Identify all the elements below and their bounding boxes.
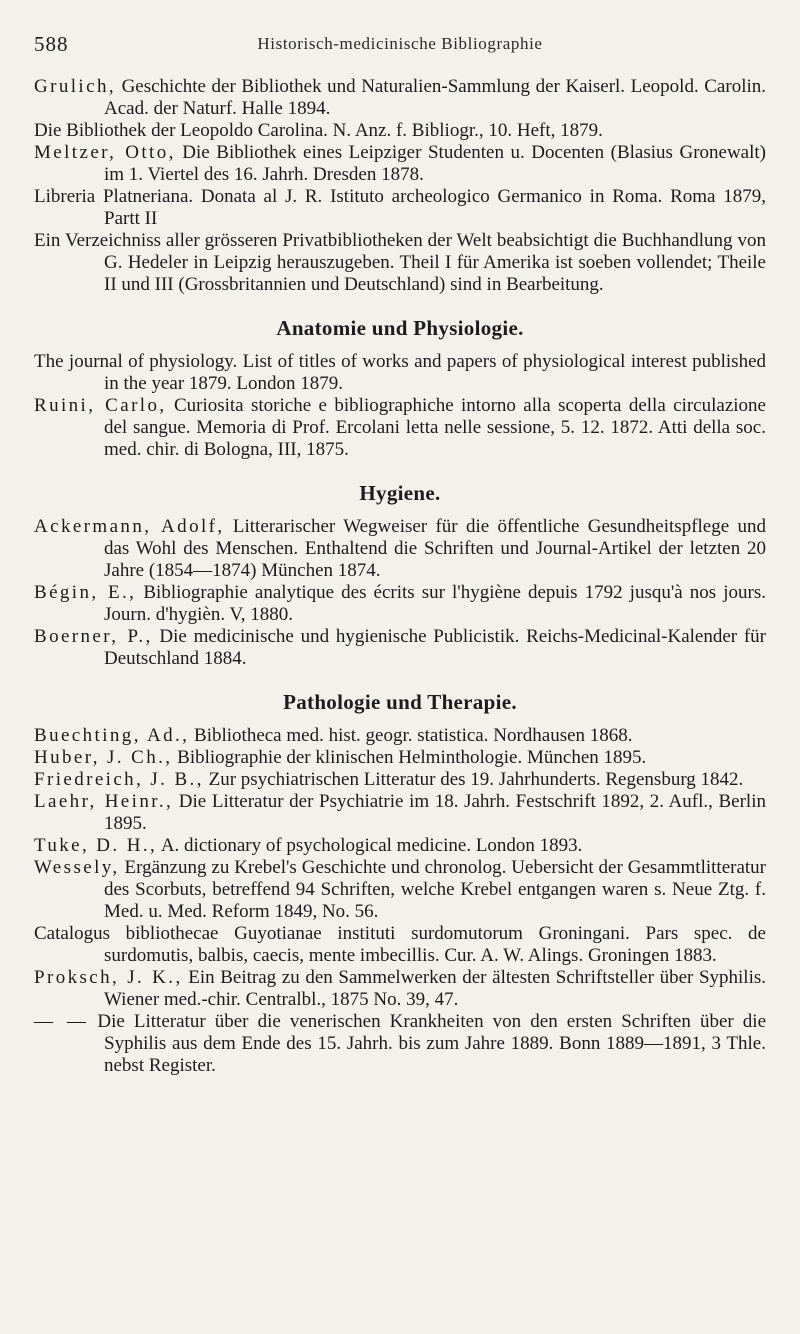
running-title: Historisch-medicinische Bibliographie (257, 34, 543, 53)
entry-text: Litterarischer Wegweiser für die öffentliche Gesundheitspflege und das Wohl des Menschen. Enthaltend die Schriften und Journal-Artikel der letzten 20 Jahre (1854—1874) München 1874. (104, 516, 766, 581)
entry-author: Bégin, E., (34, 582, 137, 603)
bib-entry (34, 967, 766, 1011)
section-heading: Hygiene. (359, 481, 441, 505)
entry-text: The journal of physiology. List of titles of works and papers of physiological interest published in the year 1879. London 1879. (34, 351, 766, 394)
section-heading: Pathologie und Therapie. (283, 690, 517, 714)
entry-text: Zur psychiatrischen Litteratur des 19. Jahrhunderts. Regensburg 1842. (203, 769, 744, 790)
page-header (34, 30, 766, 64)
entry-text: Die medicinische und hygienische Publicistik. Reichs-Medicinal-Kalender für Deutschland 1884. (104, 626, 766, 669)
bib-entry (34, 582, 766, 626)
bib-entry (34, 516, 766, 582)
section-anatomie (34, 316, 766, 461)
section-libraries (34, 76, 766, 296)
bib-entry (34, 857, 766, 923)
entry-text: Die Bibliothek der Leopoldo Carolina. N. Anz. f. Bibliogr., 10. Heft, 1879. (34, 120, 603, 141)
page-number: 588 (34, 32, 69, 56)
bib-entry (34, 120, 766, 142)
entry-author: Buechting, Ad., (34, 725, 190, 746)
entry-text: Libreria Platneriana. Donata al J. R. Istituto archeologico Germanico in Roma. Roma 1879, Partt II (34, 186, 766, 229)
bib-entry (34, 835, 766, 857)
entry-author: Ackermann, Adolf, (34, 516, 225, 537)
bib-entry (34, 142, 766, 186)
entry-text: Bibliotheca med. hist. geogr. statistica. Nordhausen 1868. (189, 725, 633, 746)
entry-author: Boerner, P., (34, 626, 153, 647)
entry-author: Huber, J. Ch., (34, 747, 173, 768)
section-heading: Anatomie und Physiologie. (276, 316, 524, 340)
entry-text: Ein Verzeichniss aller grösseren Privatbibliotheken der Welt beabsichtigt die Buchhandlung von G. Hedeler in Leipzig herauszugeben. Theil I für Amerika ist soeben vollendet; Theile II und III (Grossbritannien und Deutschland) sind in Bearbeitung. (34, 230, 766, 295)
entry-text: Geschichte der Bibliothek und Naturalien-Sammlung der Kaiserl. Leopold. Carolin. Acad. der Naturf. Halle 1894. (104, 76, 766, 119)
entry-author: Tuke, D. H., (34, 835, 158, 856)
entry-author: Ruini, Carlo, (34, 395, 167, 416)
bib-entry (34, 923, 766, 967)
bib-entry (34, 76, 766, 120)
entry-author: Proksch, J. K., (34, 967, 183, 988)
entry-text: Die Bibliothek eines Leipziger Studenten u. Docenten (Blasius Gronewalt) im 1. Viertel des 16. Jahrh. Dresden 1878. (104, 142, 766, 185)
entry-author: Meltzer, Otto, (34, 142, 176, 163)
entry-author: Grulich, (34, 76, 116, 97)
entry-author: — — (34, 1011, 89, 1032)
entry-author: Friedreich, J. B., (34, 769, 204, 790)
entry-text: Catalogus bibliothecae Guyotianae instituti surdomutorum Groningani. Pars spec. de surdomutis, balbis, caecis, mente imbecillis. Cur. A. W. Alings. Groningen 1883. (34, 923, 766, 966)
entry-text: Bibliographie der klinischen Helminthologie. München 1895. (172, 747, 647, 768)
bib-entry (34, 747, 766, 769)
entry-text: Die Litteratur der Psychiatrie im 18. Jahrh. Festschrift 1892, 2. Aufl., Berlin 1895. (104, 791, 766, 834)
bib-entry (34, 1011, 766, 1077)
entry-author: Wessely, (34, 857, 120, 878)
entry-text: Bibliographie analytique des écrits sur l'hygiène depuis 1792 jusqu'à nos jours. Journ. d'hygièn. V, 1880. (104, 582, 766, 625)
bib-entry (34, 626, 766, 670)
bib-entry (34, 351, 766, 395)
entry-author: Laehr, Heinr., (34, 791, 174, 812)
bib-entry (34, 230, 766, 296)
bib-entry (34, 395, 766, 461)
entry-text: Curiosita storiche e bibliographiche intorno alla scoperta della circulazione del sangue. Memoria di Prof. Ercolani letta nelle sessione, 5. 12. 1872. Atti della soc. med. chir. di Bologna, III, 1875. (104, 395, 766, 460)
section-hygiene (34, 481, 766, 670)
entry-text: Die Litteratur über die venerischen Krankheiten von den ersten Schriften über die Syphilis aus dem Ende des 15. Jahrh. bis zum Jahre 1889. Bonn 1889—1891, 3 Thle. nebst Register. (88, 1011, 767, 1076)
section-pathologie (34, 690, 766, 1077)
bib-entry (34, 186, 766, 230)
entry-text: A. dictionary of psychological medicine. London 1893. (157, 835, 583, 856)
bib-entry (34, 769, 766, 791)
bib-entry (34, 791, 766, 835)
entry-text: Ein Beitrag zu den Sammelwerken der ältesten Schriftsteller über Syphilis. Wiener med.-chir. Centralbl., 1875 No. 39, 47. (104, 967, 767, 1010)
entry-text: Ergänzung zu Krebel's Geschichte und chronolog. Uebersicht der Gesammtlitteratur des Scorbuts, betreffend 94 Schriften, welche Krebel entgangen waren s. Neue Ztg. f. Med. u. Med. Reform 1849, No. 56. (104, 857, 766, 922)
bib-entry (34, 725, 766, 747)
